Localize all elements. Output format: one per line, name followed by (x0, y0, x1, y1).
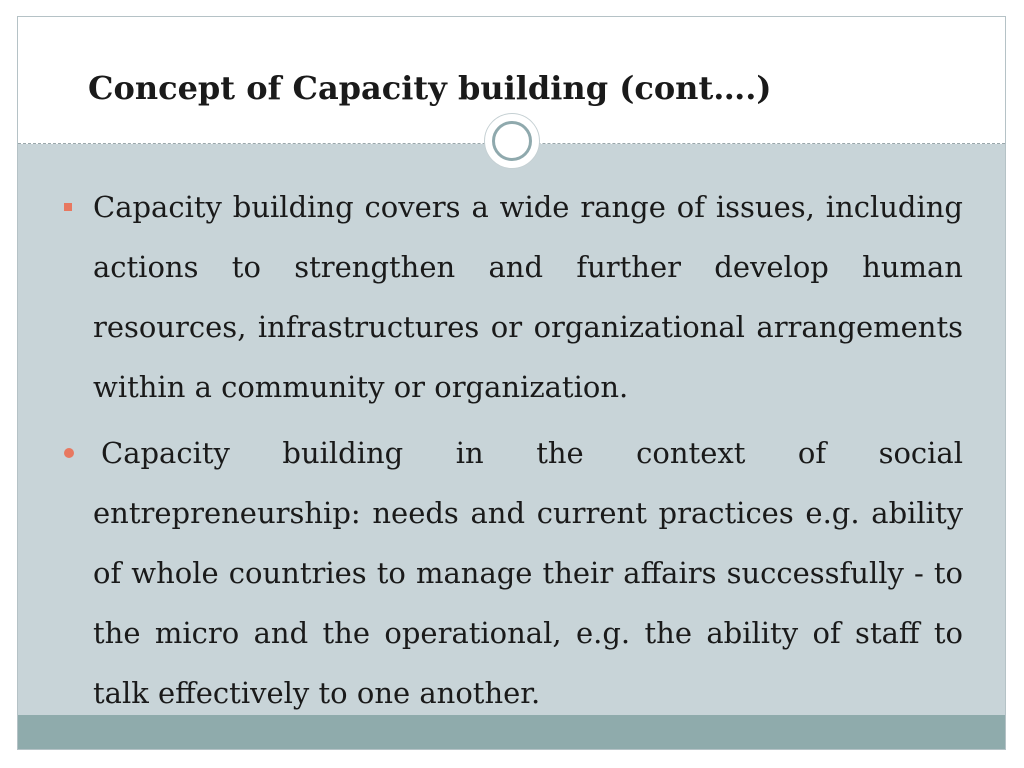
bullet-text: Capacity building covers a wide range of issues, including actions to strengthen and further develop human resources, infrastructures or organizational arrangements within a community or organization. (93, 190, 963, 404)
bottom-band (18, 715, 1005, 749)
slide-title: Concept of Capacity building (cont….) (88, 69, 772, 107)
square-bullet-icon (64, 203, 72, 211)
bullet-item (93, 177, 963, 417)
slide (17, 16, 1006, 750)
bullet-item (93, 423, 963, 723)
bullet-list (93, 177, 963, 729)
circle-divider-icon (485, 114, 539, 168)
bullet-text: Capacity building in the context of social entrepreneurship: needs and current practices e.g. ability of whole countries to manage their affairs successfully - to the micro and the operational, e.g. the ability of staff to talk effectively to one another. (93, 436, 963, 710)
round-bullet-icon (64, 448, 74, 458)
circle-divider-inner (492, 121, 532, 161)
